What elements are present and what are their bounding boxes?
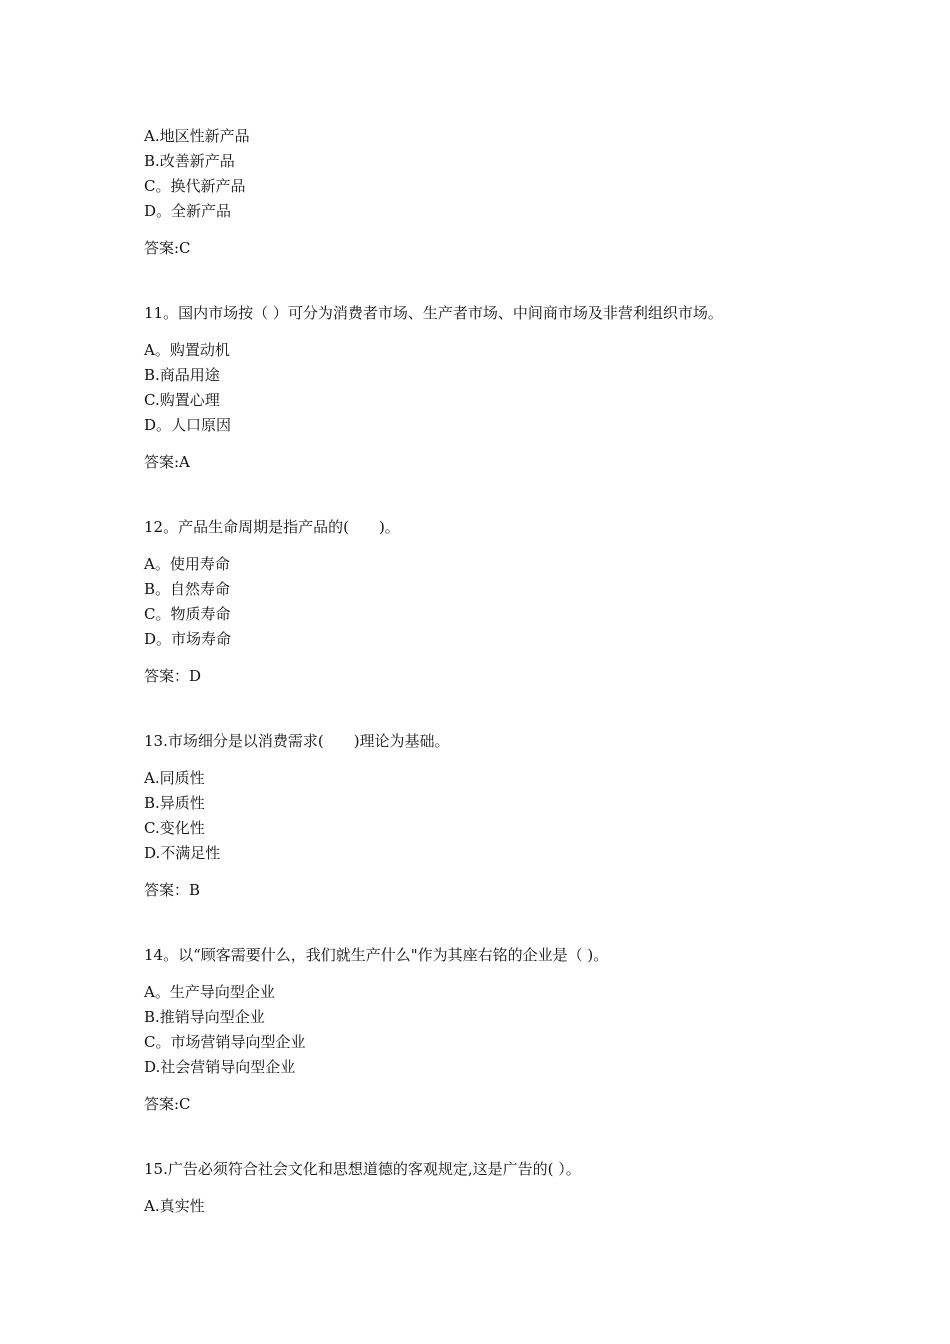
option-d: D.社会营销导向型企业 [144, 1058, 296, 1076]
document-page [144, 124, 804, 1219]
option-b: B.推销导向型企业 [144, 1008, 265, 1026]
question-block [144, 124, 804, 261]
option-b: B。自然寿命 [144, 580, 231, 598]
question-block [144, 301, 804, 475]
option-c: C。市场营销导向型企业 [144, 1033, 306, 1051]
option-b: B.异质性 [144, 794, 205, 812]
option-a: A.真实性 [144, 1197, 205, 1215]
option-a: A。购置动机 [144, 341, 230, 359]
question-block [144, 1157, 804, 1219]
option-a: A。使用寿命 [144, 555, 230, 573]
answer-text: 答案:A [144, 453, 190, 471]
option-c: C。换代新产品 [144, 177, 246, 195]
question-text: 15.广告必须符合社会文化和思想道德的客观规定,这是广告的( ）。 [144, 1160, 581, 1178]
answer-text: 答案：D [144, 667, 202, 685]
option-c: C。物质寿命 [144, 605, 231, 623]
option-b: B.改善新产品 [144, 152, 235, 170]
option-c: C.变化性 [144, 819, 205, 837]
option-c: C.购置心理 [144, 391, 220, 409]
option-d: D。全新产品 [144, 202, 232, 220]
question-block [144, 515, 804, 689]
question-text: 14。以“顾客需要什么，我们就生产什么"作为其座右铭的企业是（ )。 [144, 946, 609, 964]
option-a: A.地区性新产品 [144, 127, 250, 145]
option-d: D.不满足性 [144, 844, 221, 862]
question-block [144, 943, 804, 1117]
answer-text: 答案:C [144, 239, 191, 257]
question-block [144, 729, 804, 903]
question-text: 11。国内市场按（ ）可分为消费者市场、生产者市场、中间商市场及非营利组织市场。 [144, 304, 723, 322]
answer-text: 答案：B [144, 881, 201, 899]
option-d: D。市场寿命 [144, 630, 232, 648]
option-a: A.同质性 [144, 769, 205, 787]
answer-text: 答案:C [144, 1095, 191, 1113]
option-a: A。生产导向型企业 [144, 983, 275, 1001]
question-text: 13.市场细分是以消费需求( )理论为基础。 [144, 732, 450, 750]
question-text: 12。产品生命周期是指产品的( )。 [144, 518, 400, 536]
option-d: D。人口原因 [144, 416, 232, 434]
option-b: B.商品用途 [144, 366, 220, 384]
